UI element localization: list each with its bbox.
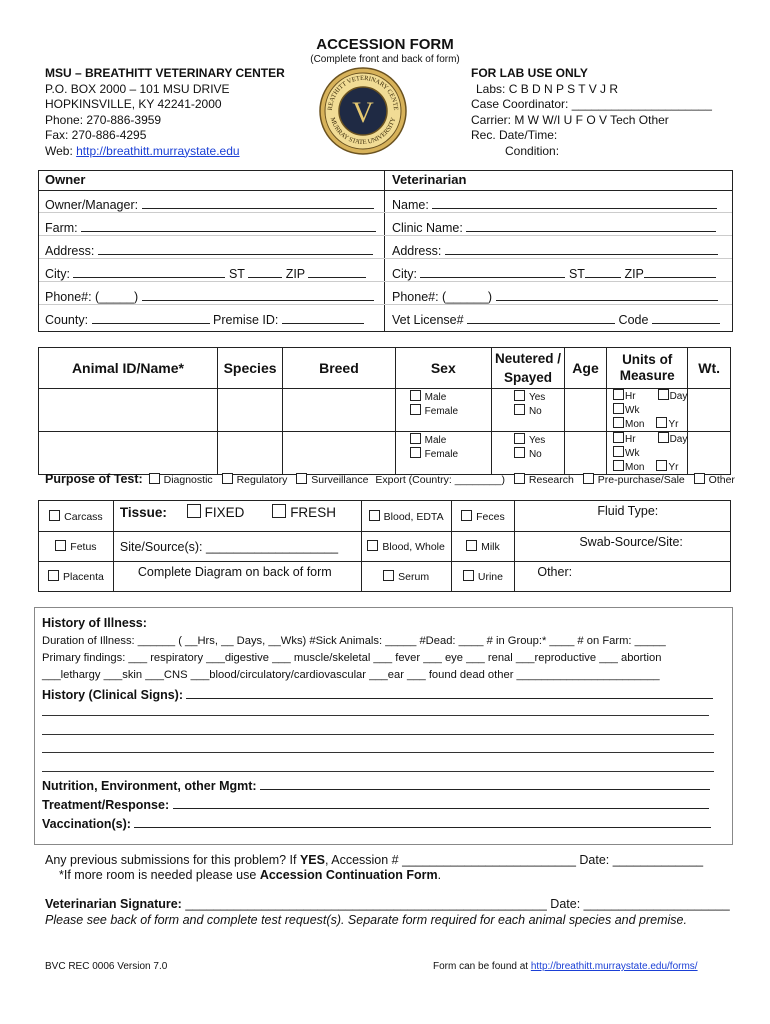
form-title: ACCESSION FORM	[316, 36, 454, 53]
fetus-option[interactable]: Fetus	[39, 532, 114, 562]
col-neutered: Neutered / Spayed	[491, 348, 564, 389]
neutered-no-option[interactable]: No	[514, 447, 563, 461]
clinical-signs-field[interactable]: History (Clinical Signs):	[42, 687, 713, 702]
vet-heading: Veterinarian	[392, 172, 467, 187]
specimen-table	[38, 500, 731, 592]
purpose-export[interactable]: Export (Country: ________)	[375, 474, 505, 486]
nutrition-field[interactable]: Nutrition, Environment, other Mgmt:	[42, 778, 710, 793]
owner-city-field[interactable]: City: ST ZIP	[45, 266, 366, 281]
breed-cell[interactable]	[283, 432, 395, 475]
tissue-fixed-option[interactable]: FIXED	[187, 505, 245, 520]
purpose-prepurchase[interactable]: Pre-purchase/Sale	[577, 474, 685, 486]
unit-hr[interactable]: Hr	[613, 434, 636, 445]
signature-note: Please see back of form and complete test request(s). Separate form required for each animal species and premise.	[45, 913, 687, 927]
form-subtitle: (Complete front and back of form)	[310, 54, 460, 65]
unit-wk[interactable]: Wk	[613, 405, 639, 416]
swab-source-field[interactable]: Swab-Source/Site:	[515, 532, 731, 562]
neutered-yes-option[interactable]: Yes	[514, 390, 563, 404]
lab-use-block	[471, 66, 751, 159]
purpose-diagnostic[interactable]: Diagnostic	[146, 474, 213, 486]
owner-phone-field[interactable]: Phone#: (_____)	[45, 289, 374, 304]
sex-female-option[interactable]: Female	[410, 447, 490, 461]
milk-option[interactable]: Milk	[451, 532, 515, 562]
center-address1: P.O. BOX 2000 – 101 MSU DRIVE	[45, 81, 230, 96]
diagram-note: Complete Diagram on back of form	[113, 562, 361, 592]
unit-day[interactable]: Day	[658, 434, 688, 445]
neutered-cell	[491, 389, 564, 432]
owner-manager-field[interactable]: Owner/Manager:	[45, 197, 374, 212]
animal-table	[38, 347, 731, 475]
feces-option[interactable]: Feces	[451, 501, 515, 532]
clinical-line[interactable]	[42, 752, 714, 753]
unit-wk[interactable]: Wk	[613, 448, 639, 459]
purpose-row	[45, 472, 735, 486]
vet-phone-field[interactable]: Phone#: (______)	[392, 289, 718, 304]
units-cell	[607, 432, 688, 475]
vet-license-field[interactable]: Vet License# Code	[392, 312, 720, 327]
web-label: Web:	[45, 143, 77, 158]
weight-cell[interactable]	[688, 432, 731, 475]
county-field[interactable]: County: Premise ID:	[45, 312, 364, 327]
serum-option[interactable]: Serum	[361, 562, 451, 592]
owner-heading: Owner	[45, 172, 86, 187]
sex-male-option[interactable]: Male	[410, 390, 490, 404]
blood-whole-option[interactable]: Blood, Whole	[361, 532, 451, 562]
sex-cell	[395, 432, 491, 475]
weight-cell[interactable]	[688, 389, 731, 432]
animal-id-cell[interactable]	[39, 432, 218, 475]
units-cell	[607, 389, 688, 432]
neutered-no-option[interactable]: No	[514, 404, 563, 418]
seal-top-text: REATHITT VETERINARY CENTE	[326, 74, 400, 111]
coordinator-line: Case Coordinator: _____________________	[471, 97, 712, 111]
site-source-field[interactable]: Site/Source(s): ___________________	[113, 532, 361, 562]
duration-line[interactable]: Duration of Illness: ______ ( __Hrs, __ Days, __Wks) #Sick Animals: _____ #Dead: ____ # in Group:* ____ # on Farm: _____	[42, 635, 666, 647]
table-row	[39, 432, 731, 475]
col-animal-id: Animal ID/Name*	[39, 348, 218, 389]
center-info	[45, 66, 285, 159]
rec-date-line: Rec. Date/Time:	[471, 128, 558, 142]
clinical-line[interactable]	[42, 715, 709, 716]
col-sex: Sex	[395, 348, 491, 389]
primary-findings-line[interactable]: Primary findings: ___ respiratory ___digestive ___ muscle/skeletal ___ fever ___ eye ___ renal ___reproductive ___ abortion	[42, 652, 662, 664]
placenta-option[interactable]: Placenta	[39, 562, 114, 592]
center-fax: Fax: 270-886-4295	[45, 128, 147, 142]
vet-name-field[interactable]: Name:	[392, 197, 717, 212]
history-heading: History of Illness:	[42, 616, 147, 630]
vet-address-field[interactable]: Address:	[392, 243, 718, 258]
sex-male-option[interactable]: Male	[410, 433, 490, 447]
vaccination-field[interactable]: Vaccination(s):	[42, 816, 711, 831]
treatment-field[interactable]: Treatment/Response:	[42, 797, 709, 812]
center-name: MSU – BREATHITT VETERINARY CENTER	[45, 66, 285, 80]
footer-link-line: Form can be found at http://breathitt.murraystate.edu/forms/	[433, 961, 698, 972]
animal-id-cell[interactable]	[39, 389, 218, 432]
labs-line: Labs: C B D N P S T V J R	[476, 81, 619, 96]
col-age: Age	[565, 348, 607, 389]
col-breed: Breed	[283, 348, 395, 389]
urine-option[interactable]: Urine	[451, 562, 515, 592]
purpose-regulatory[interactable]: Regulatory	[216, 474, 288, 486]
forms-link[interactable]: http://breathitt.murraystate.edu/forms/	[530, 961, 698, 972]
unit-day[interactable]: Day	[658, 391, 688, 402]
clinical-line[interactable]	[42, 771, 714, 772]
center-address2: HOPKINSVILLE, KY 42241-2000	[45, 97, 222, 111]
neutered-yes-option[interactable]: Yes	[514, 433, 563, 447]
col-units: Units of Measure	[607, 348, 688, 389]
unit-mon[interactable]: Mon	[613, 419, 644, 430]
tissue-cell	[113, 501, 361, 532]
clinic-name-field[interactable]: Clinic Name:	[392, 220, 716, 235]
vet-city-field[interactable]: City: ST ZIP	[392, 266, 716, 281]
purpose-surveillance[interactable]: Surveillance	[290, 474, 368, 486]
unit-yr[interactable]: Yr	[656, 419, 678, 430]
purpose-label: Purpose of Test:	[45, 472, 143, 486]
unit-mon[interactable]: Mon	[613, 462, 644, 473]
unit-yr[interactable]: Yr	[656, 462, 678, 473]
neutered-cell	[491, 432, 564, 475]
signature-field[interactable]: Veterinarian Signature: ____________________________________________________ Date: _____________________	[45, 897, 730, 911]
condition-line: Condition:	[505, 143, 560, 158]
owner-address-field[interactable]: Address:	[45, 243, 373, 258]
previous-submission-field[interactable]: Any previous submissions for this problem? If YES, Accession # _________________________ Date: _____________	[45, 853, 704, 867]
blood-edta-option[interactable]: Blood, EDTA	[361, 501, 451, 532]
web-link[interactable]: http://breathitt.murraystate.edu	[76, 143, 240, 158]
col-weight: Wt.	[688, 348, 731, 389]
university-seal	[318, 66, 408, 156]
clinical-line[interactable]	[42, 734, 714, 735]
unit-hr[interactable]: Hr	[613, 391, 636, 402]
table-row	[39, 389, 731, 432]
purpose-other[interactable]: Other	[688, 474, 735, 486]
carcass-option[interactable]: Carcass	[39, 501, 114, 532]
form-code: BVC REC 0006 Version 7.0	[45, 961, 168, 972]
tissue-label: Tissue:	[119, 505, 167, 520]
primary-findings-line-2[interactable]: ___lethargy ___skin ___CNS ___blood/circulatory/cardiovascular ___ear ___ found dead other _______________________	[42, 669, 660, 681]
purpose-research[interactable]: Research	[508, 474, 574, 486]
seal-letter: V	[352, 96, 374, 129]
tissue-fresh-option[interactable]: FRESH	[272, 505, 336, 520]
breed-cell[interactable]	[283, 389, 395, 432]
age-cell[interactable]	[565, 432, 607, 475]
sex-cell	[395, 389, 491, 432]
farm-field[interactable]: Farm:	[45, 220, 376, 235]
species-cell[interactable]	[217, 432, 282, 475]
col-species: Species	[217, 348, 282, 389]
age-cell[interactable]	[565, 389, 607, 432]
lab-use-heading: FOR LAB USE ONLY	[471, 66, 588, 80]
other-specimen-field[interactable]: Other:	[515, 562, 731, 592]
species-cell[interactable]	[217, 389, 282, 432]
fluid-type-field[interactable]: Fluid Type:	[515, 501, 731, 532]
carrier-line: Carrier: M W W/I U F O V Tech Other	[471, 112, 669, 127]
center-phone: Phone: 270-886-3959	[45, 112, 162, 127]
seal-bottom-text: MURRAY STATE UNIVERSITY	[328, 116, 398, 147]
sex-female-option[interactable]: Female	[410, 404, 490, 418]
continuation-note: *If more room is needed please use Accession Continuation Form.	[59, 868, 442, 882]
